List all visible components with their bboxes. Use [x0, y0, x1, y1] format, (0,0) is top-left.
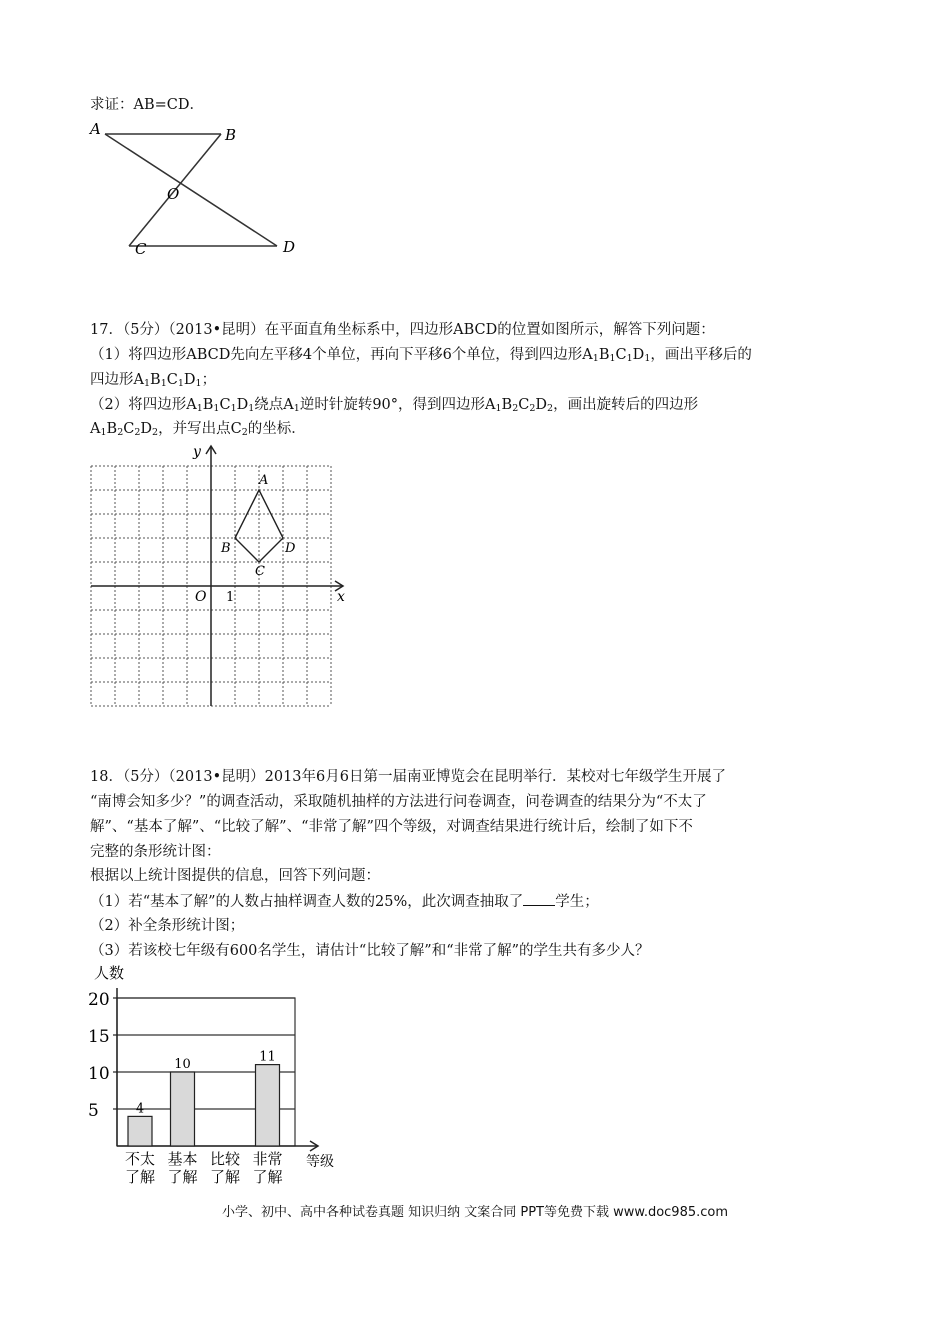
- data-label-1: 10: [174, 1057, 191, 1072]
- y-tick-label: 10: [88, 1064, 110, 1084]
- figure-ab-cd: [85, 118, 315, 263]
- point-d-label: D: [285, 541, 296, 556]
- q18-line2: “南博会知多少？”的调查活动，采取随机抽样的方法进行问卷调查，问卷调查的结果分为“不太了: [90, 794, 707, 810]
- x-tick-label-2: 了解: [209, 1168, 241, 1186]
- x-tick-label-1: 了解: [167, 1168, 198, 1186]
- y-tick-label: 5: [88, 1101, 99, 1121]
- coordinate-grid: [85, 440, 355, 712]
- bar-0: [128, 1116, 152, 1146]
- q17-line5: $A_1B_2C_2D_2$，并写出点$C_2$的坐标．: [90, 421, 306, 438]
- y-tick-label: 20: [88, 990, 110, 1010]
- y-tick-label: 15: [88, 1027, 110, 1047]
- y-axis-label: y: [193, 444, 201, 460]
- label-b: B: [225, 126, 237, 144]
- x-tick-label-1: 基本: [167, 1150, 198, 1168]
- page-footer: 小学、初中、高中各种试卷真题 知识归纳 文案合同 PPT等免费下载 www.doc985.com: [221, 1205, 729, 1220]
- x-axis-title: 等级: [306, 1154, 334, 1170]
- answer-blank[interactable]: [523, 891, 555, 906]
- q18-line3: 解”、“基本了解”、“比较了解”、“非常了解”四个等级，对调查结果进行统计后，绘制了如下不: [90, 819, 693, 835]
- x-tick-label-2: 比较: [209, 1150, 241, 1168]
- label-d: D: [283, 238, 296, 256]
- tick-1-label: 1: [226, 590, 235, 605]
- q18-line8: （3）若该校七年级有600名学生，请估计“比较了解”和“非常了解”的学生共有多少人？: [90, 943, 650, 959]
- q18-line4: 完整的条形统计图：: [90, 844, 221, 860]
- data-label-3: 11: [259, 1049, 276, 1065]
- point-a-label: A: [259, 473, 269, 488]
- q18-line5: 根据以上统计图提供的信息，回答下列问题：: [90, 868, 380, 884]
- origin-label: O: [195, 589, 207, 605]
- data-label-0: 4: [135, 1101, 145, 1117]
- q17-line3: 四边形$A_1B_1C_1D_1$；: [90, 372, 217, 389]
- y-axis-title: 人数: [94, 964, 125, 982]
- prove-statement: 求证：AB=CD．: [90, 97, 204, 113]
- x-axis-label: x: [337, 589, 345, 605]
- q18-line6: （1）若“基本了解”的人数占抽样调查人数的25%，此次调查抽取了 学生；: [90, 891, 599, 912]
- q17-line2: （1）将四边形ABCD先向左平移4个单位，再向下平移6个单位，得到四边形$A_1B_1C_1D_1$，画出平移后的: [90, 347, 752, 364]
- bar-1: [171, 1072, 195, 1146]
- x-tick-label-0: 不太: [124, 1150, 156, 1168]
- point-c-label: C: [255, 564, 265, 579]
- q18-line1: 18．（5分）（2013•昆明）2013年6月6日第一届南亚博览会在昆明举行．某校对七年级学生开展了: [90, 769, 726, 785]
- q17-line4: （2）将四边形$A_1B_1C_1D_1$绕点$A_1$逆时针旋转90°，得到四边形$A_1B_2C_2D_2$，画出旋转后的四边形: [90, 397, 699, 414]
- point-b-label: B: [221, 541, 231, 556]
- label-o: O: [167, 185, 180, 203]
- x-tick-label-3: 了解: [252, 1168, 283, 1186]
- bar-chart: [80, 958, 350, 1188]
- q17-line1: 17．（5分）（2013•昆明）在平面直角坐标系中，四边形ABCD的位置如图所示，解答下列问题：: [90, 322, 715, 338]
- q18-line7: （2）补全条形统计图；: [90, 918, 245, 934]
- x-tick-label-3: 非常: [252, 1150, 283, 1168]
- x-tick-label-0: 了解: [124, 1168, 156, 1186]
- label-a: A: [90, 120, 101, 138]
- bar-3: [256, 1065, 280, 1146]
- label-c: C: [135, 240, 147, 258]
